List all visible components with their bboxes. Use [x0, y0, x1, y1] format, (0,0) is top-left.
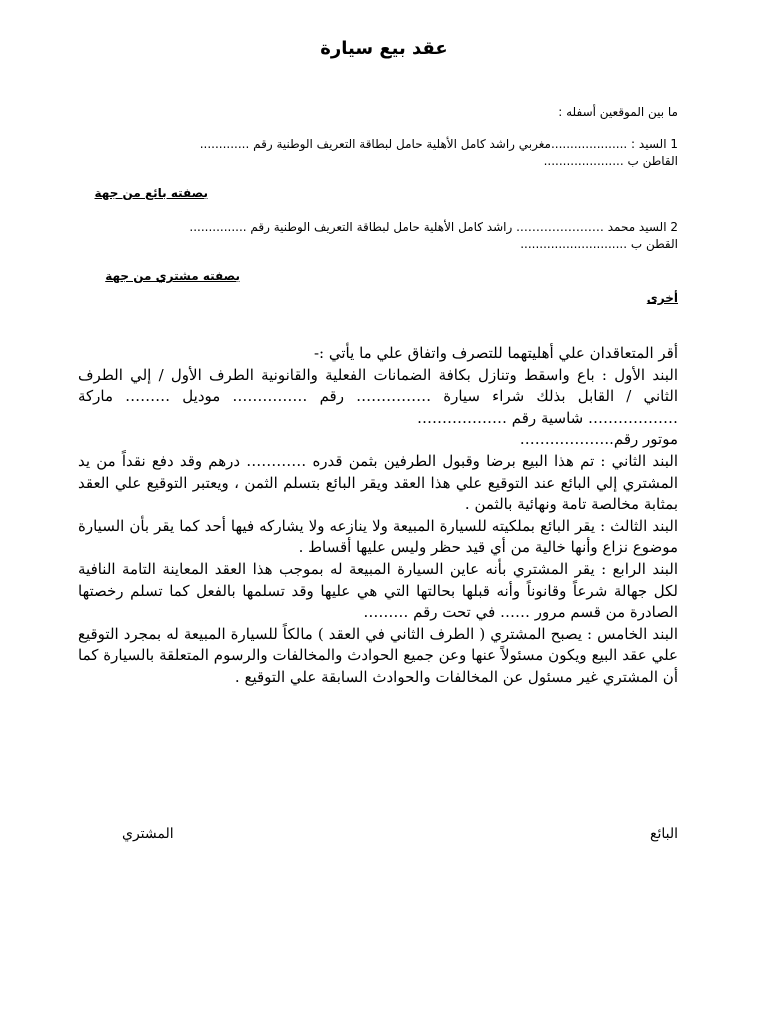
- intro-text: ما بين الموقعين أسفله :: [558, 105, 678, 119]
- contract-clauses: [78, 343, 678, 689]
- party1-line1: 1 السيد : ....................مغربي راشد كامل الأهلية حامل لبطاقة التعريف الوطنية رقم .............: [199, 137, 678, 151]
- clause-first-engine: موتور رقم..………..……: [519, 430, 678, 449]
- document-title: عقد بيع سيارة: [320, 38, 448, 59]
- party2-role: بصفته مشتري من جهة: [105, 269, 240, 283]
- party2-line2: القطن ب ............................: [520, 237, 678, 251]
- party1-line2: القاطن ب .....................: [543, 154, 678, 168]
- clause-fifth: البند الخامس : يصبح المشتري ( الطرف الثاني في العقد ) مالكاً للسيارة المبيعة له بمجرد التوقيع علي عقد البيع ويكون مسئولاً عنها وعن جميع الحوادث والمخالفات والرسوم المتعلقة بالسيارة كما أن المشتري غير مسئول عن المخالفات والحوادث السابقة علي التوقيع .: [78, 624, 678, 686]
- clause-first: البند الأول : باع واسقط وتنازل بكافة الضمانات الفعلية والقانونية الطرف الأول / إلي الطرف الثاني / القابل بذلك شراء سيارة …………… رقم …………… موديل ……… ماركة ……………… شاسية رقم ………………: [78, 365, 678, 427]
- seller-signature-label: البائع: [650, 826, 678, 842]
- clause-preamble: أقر المتعاقدان علي أهليتهما للتصرف واتفاق علي ما يأتي :-: [313, 344, 678, 362]
- clause-second: البند الثاني : تم هذا البيع برضا وقبول الطرفين بثمن قدره ………… درهم وقد دفع نقداً من يد المشتري إلي البائع عند التوقيع علي هذا العقد ويقر البائع بتسلم الثمن ، ويعتبر التوقيع علي العقد بمثابة مخالصة تامة ونهائية بالثمن .: [78, 451, 678, 514]
- buyer-signature-label: المشتري: [122, 826, 174, 842]
- clause-third: البند الثالث : يقر البائع بملكيته للسيارة المبيعة ولا ينازعه ولا يشاركه فيها أحد كما يقر بأن السيارة موضوع نزاع وأنها خالية من أي قيد حظر وليس عليها أقساط .: [78, 516, 678, 557]
- party1-role: بصفته بائع من جهة: [94, 186, 208, 200]
- party2-line1: 2 السيد محمد …………………. راشد كامل الأهلية حامل لبطاقة التعريف الوطنية رقم ...............: [189, 220, 678, 234]
- party2-role-continued: أخرى: [646, 291, 678, 305]
- clause-fourth: البند الرابع : يقر المشتري بأنه عاين السيارة المبيعة له بموجب هذا العقد المعاينة التامة النافية لكل جهالة شرعاً وقانوناً وأنه قبلها بحالتها التي هي عليها وقد تسلمها بالفعل كما تسلم رخصتها الصادرة من قسم مرور …… في تحت رقم ………: [78, 559, 678, 622]
